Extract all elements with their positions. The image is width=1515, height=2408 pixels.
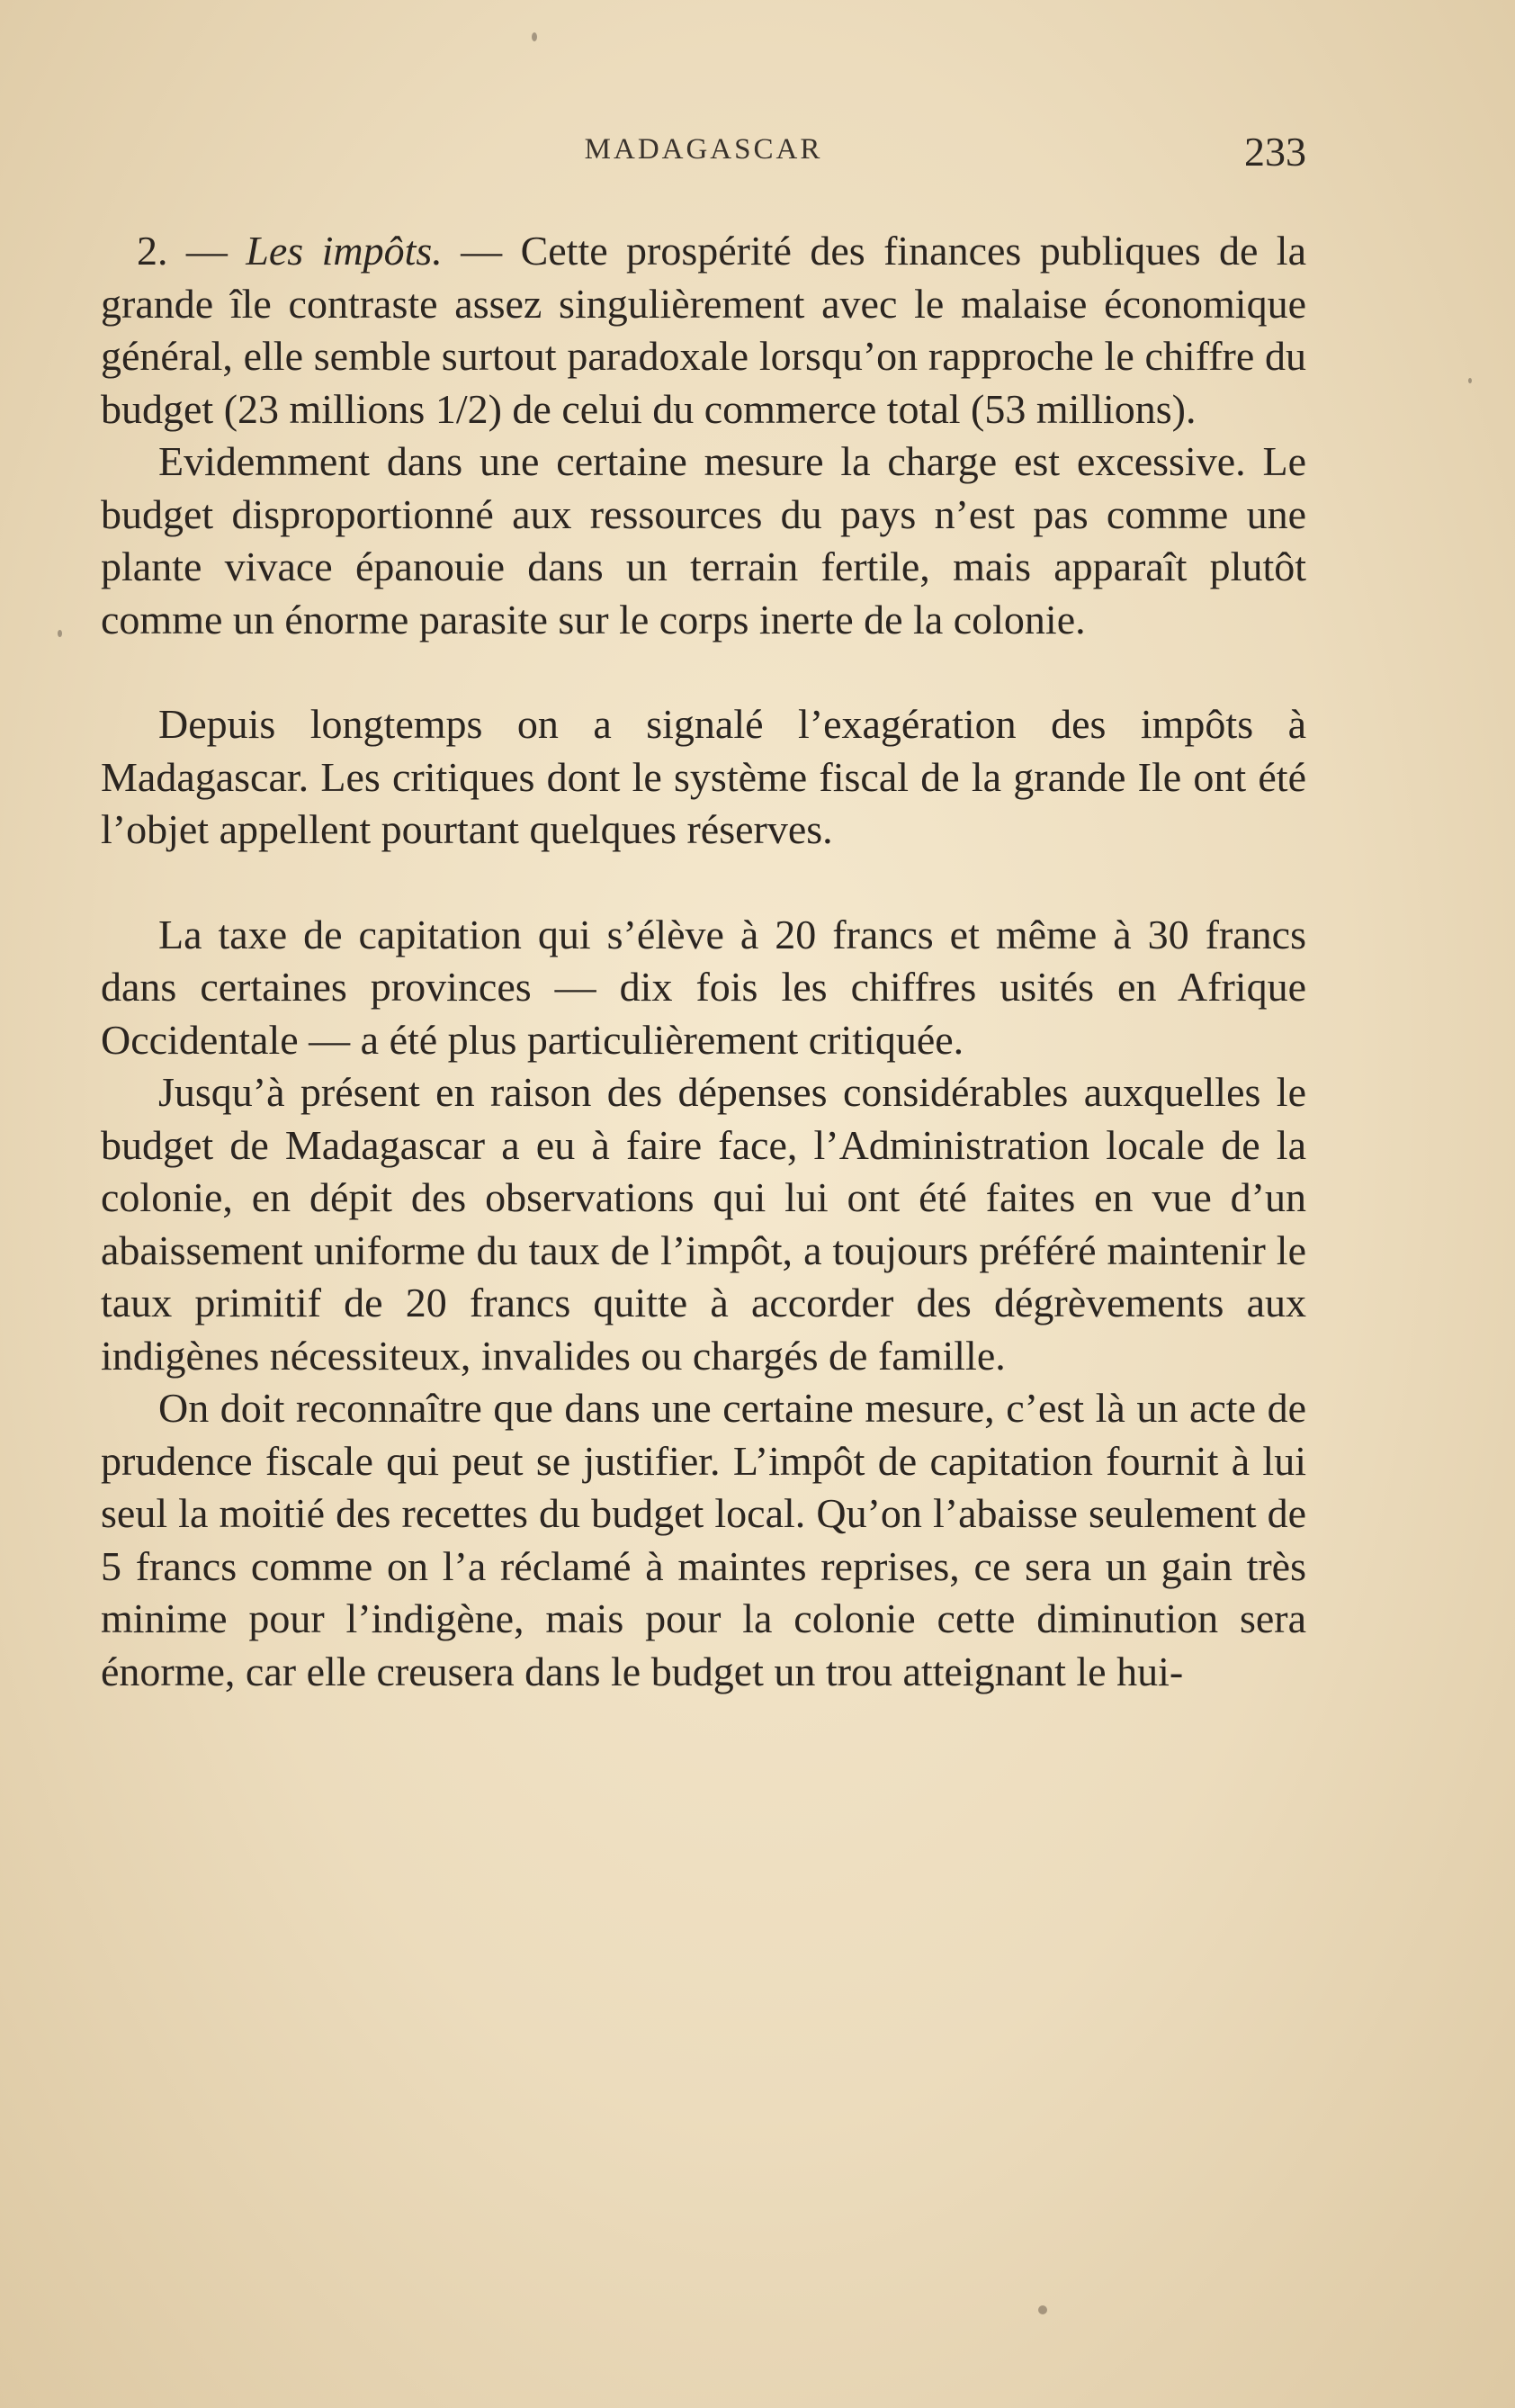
section-dash: — xyxy=(167,228,247,274)
running-head: MADAGASCAR xyxy=(584,133,823,166)
section-opening-paragraph xyxy=(101,225,1306,436)
paragraph: On doit reconnaître que dans une certaine mesure, c’est là un acte de prudence fiscale qui peut se justifier. L’impôt de capitation fournit à lui seul la moitié des recettes du budget local. Qu’on l’abaisse seulement de 5 francs comme on l’a réclamé à maintes reprises, ce sera un gain très minime pour l’indigène, mais pour la colonie cette diminution sera énorme, car elle creusera dans le budget un trou atteignant le hui- xyxy=(101,1385,1306,1694)
section-intro-text: — Cette prospérité des finances publiques de la grande île contraste assez singulièrement avec le malaise économique général, elle semble surtout paradoxale lorsqu’on rapproche le chiffre du budget (23 millions 1/2) de celui du commerce total (53 millions). xyxy=(101,228,1307,432)
paragraph: La taxe de capitation qui s’élève à 20 francs et même à 30 francs dans certaines provinces — dix fois les chiffres usités en Afrique Occidentale — a été plus particulièrement critiquée. xyxy=(101,911,1306,1063)
paper-speck xyxy=(58,630,62,637)
section-title: Les impôts. xyxy=(246,228,443,274)
bottom-ornament-mark xyxy=(1036,2304,1049,2316)
paragraph: Depuis longtemps on a signalé l’exagération des impôts à Madagascar. Les critiques dont le système fiscal de la grande Ile ont été l’objet appellent pourtant quelques réserves. xyxy=(101,701,1306,852)
body-text xyxy=(101,225,1306,1698)
page-header xyxy=(101,129,1306,187)
paper-speck xyxy=(1468,378,1472,383)
paragraph: Jusqu’à présent en raison des dépenses considérables auxquelles le budget de Madagascar a eu à faire face, l’Administration locale de la colonie, en dépit des observations qui lui ont été faites en vue d’un abaissement uniforme du taux de l’impôt, a toujours préféré maintenir le taux primitif de 20 francs quitte à accorder des dégrèvements aux indigènes nécessiteux, invalides ou chargés de famille. xyxy=(101,1069,1306,1379)
page-number: 233 xyxy=(1244,129,1306,175)
section-number: 2. xyxy=(137,228,168,274)
paragraph: Evidemment dans une certaine mesure la charge est excessive. Le budget disproportionné aux ressources du pays n’est pas comme une plante vivace épanouie dans un terrain fertile, mais apparaît plutôt comme un énorme parasite sur le corps inerte de la colonie. xyxy=(101,438,1306,642)
paper-speck xyxy=(532,32,537,41)
